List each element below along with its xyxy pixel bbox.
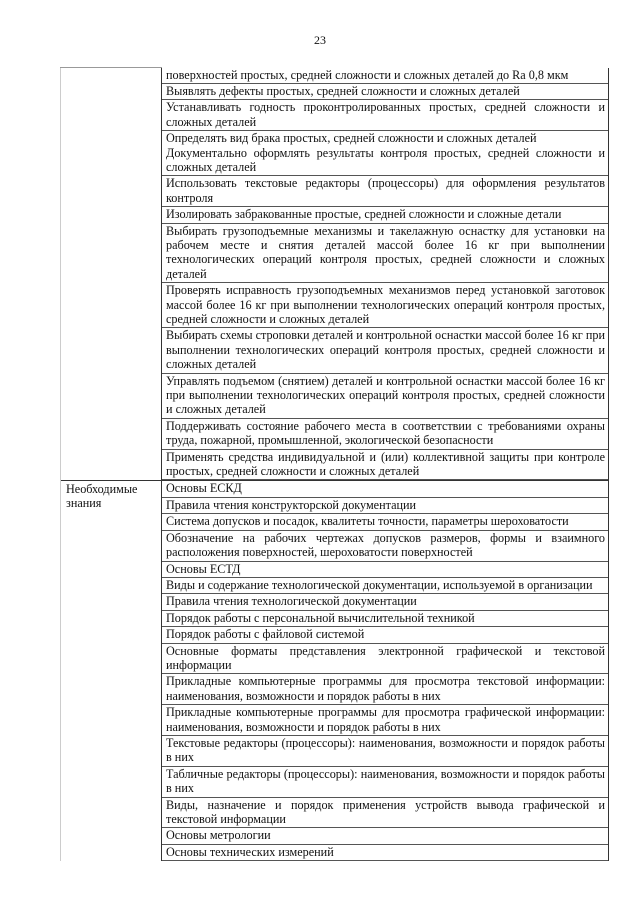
table-row: Прикладные компьютерные программы для просмотра текстовой информации: наименования, возможности и порядок работы в них	[162, 674, 608, 705]
skills-continuation-section	[61, 68, 609, 481]
table-row: Табличные редакторы (процессоры): наименования, возможности и порядок работы в них	[162, 767, 608, 798]
table-row: Основные форматы представления электронной графической и текстовой информации	[162, 644, 608, 675]
table-row: поверхностей простых, средней сложности и сложных деталей до Ra 0,8 мкм	[162, 68, 608, 84]
table-row: Определять вид брака простых, средней сложности и сложных деталей Документально оформлять результаты контроля простых, средней сложности и сложных деталей	[162, 131, 608, 176]
table-row: Устанавливать годность проконтролированных простых, средней сложности и сложных деталей	[162, 100, 608, 131]
table-row: Основы метрологии	[162, 828, 608, 844]
table-row: Виды, назначение и порядок применения устройств вывода графической и текстовой информации	[162, 798, 608, 829]
table-row: Изолировать забракованные простые, средней сложности и сложные детали	[162, 207, 608, 223]
table-row: Виды и содержание технологической документации, используемой в организации	[162, 578, 608, 594]
table-row: Правила чтения технологической документации	[162, 594, 608, 610]
table-row: Выявлять дефекты простых, средней сложности и сложных деталей	[162, 84, 608, 100]
table-row: Обозначение на рабочих чертежах допусков размеров, формы и взаимного расположения поверхностей, шероховатости поверхностей	[162, 531, 608, 562]
table-row: Основы ЕСТД	[162, 562, 608, 578]
page-number: 23	[314, 33, 326, 47]
table-row: Текстовые редакторы (процессоры): наименования, возможности и порядок работы в них	[162, 736, 608, 767]
requirements-table	[60, 67, 609, 861]
table-row: Основы технических измерений	[162, 845, 608, 861]
table-row: Выбирать грузоподъемные механизмы и такелажную оснастку для установки на рабочем месте и снятия деталей массой более 16 кг при выполнении технологических операций контроля простых, средней сложности и сложных деталей	[162, 224, 608, 284]
table-row: Управлять подъемом (снятием) деталей и контрольной оснастки массой более 16 кг при выполнении технологических операций контроля простых, средней сложности и сложных деталей	[162, 374, 608, 419]
table-row: Порядок работы с персональной вычислительной техникой	[162, 611, 608, 627]
table-row: Применять средства индивидуальной и (или) коллективной защиты при контроле простых, средней сложности и сложных деталей	[162, 450, 608, 481]
table-row: Использовать текстовые редакторы (процессоры) для оформления результатов контроля	[162, 176, 608, 207]
table-row: Проверять исправность грузоподъемных механизмов перед установкой заготовок массой более 16 кг при выполнении технологических операций контроля простых, средней сложности и сложных деталей	[162, 283, 608, 328]
table-row: Выбирать схемы строповки деталей и контрольной оснастки массой более 16 кг при выполнении технологических операций контроля простых, средней сложности и сложных деталей	[162, 328, 608, 373]
table-row: Основы ЕСКД	[162, 480, 608, 497]
table-row: Система допусков и посадок, квалитеты точности, параметры шероховатости	[162, 514, 608, 530]
table-row: Порядок работы с файловой системой	[162, 627, 608, 643]
table-row: Правила чтения конструкторской документации	[162, 498, 608, 514]
section-label	[61, 68, 162, 481]
required-knowledge-section	[61, 480, 609, 861]
section-label: Необходимые знания	[61, 480, 162, 861]
table-row: Поддерживать состояние рабочего места в соответствии с требованиями охраны труда, пожарной, промышленной, экологической безопасности	[162, 419, 608, 450]
table-row: Прикладные компьютерные программы для просмотра графической информации: наименования, возможности и порядок работы в них	[162, 705, 608, 736]
